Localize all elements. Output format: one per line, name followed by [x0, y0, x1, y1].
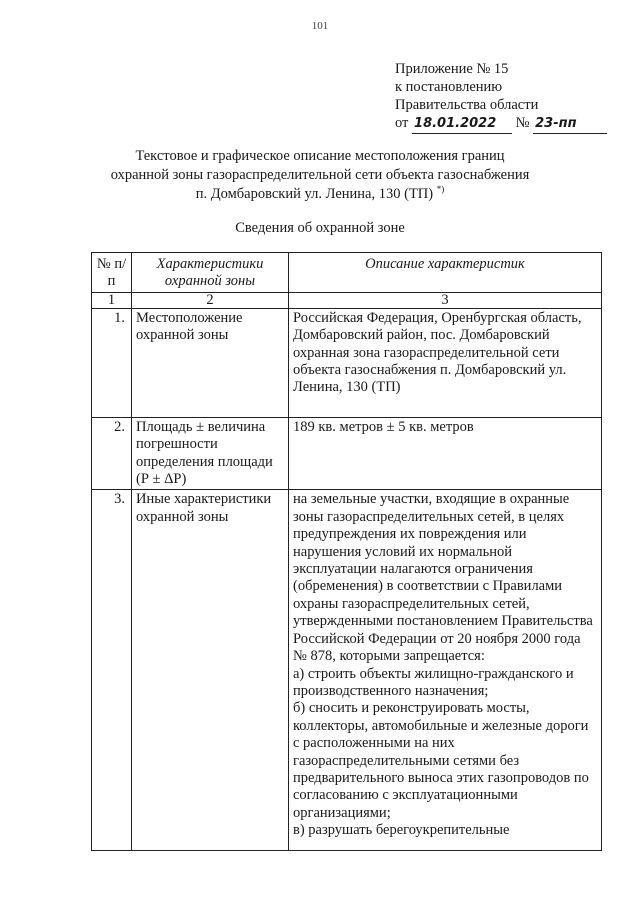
row-num: 1.: [92, 308, 132, 417]
row-num: 3.: [92, 490, 132, 851]
number-label: №: [515, 115, 530, 131]
appendix-line-2: к постановлению: [395, 79, 503, 95]
handwritten-date: 18.01.2022: [412, 115, 512, 134]
header-num: № п/п: [92, 253, 132, 293]
restriction-item-a: а) строить объекты жилищно-гражданского и производственного назначения;: [293, 665, 574, 699]
restriction-intro: на земельные участки, входящие в охранные зоны газораспределительных сетей, в целях предупреждения их повреждения или нарушения условий их нормальной эксплуатации налагаются ограничения (обременения) в соответствии с Правилами охраны газораспределительных сетей, утвержденными постановлением Правительства Российской Федерации от 20 ноября 2000 года № 878, которыми запрещается:: [293, 491, 593, 665]
index-cell: 2: [132, 292, 289, 308]
restriction-item-b: б) сносить и реконструировать мосты, коллекторы, автомобильные и железные дороги с расположенными на них газораспределительными сетями без предварительного выноса этих газопроводов по согласованию с эксплуатационными организациями;: [293, 700, 589, 821]
restriction-item-c: в) разрушать берегоукрепительные: [293, 822, 510, 839]
footnote-mark: *): [436, 184, 445, 195]
row-characteristic: Площадь ± величина погрешности определения площади (Р ± ΔР): [132, 417, 289, 490]
appendix-line-1: Приложение № 15: [395, 61, 509, 77]
index-cell: 1: [92, 292, 132, 308]
row-characteristic: Местоположение охранной зоны: [132, 308, 289, 417]
page-number: 101: [311, 20, 329, 32]
row-description: Российская Федерация, Оренбургская область, Домбаровский район, пос. Домбаровский охранная зона газораспределительной сети объекта газоснабжения п. Домбаровский ул. Ленина, 130 (ТП): [289, 308, 602, 417]
title-line-1: Текстовое и графическое описание местоположения границ: [135, 148, 505, 164]
appendix-block: [395, 60, 607, 134]
appendix-date-line: [395, 114, 607, 134]
section-subtitle: Сведения об охранной зоне: [235, 220, 405, 236]
header-description: Описание характеристик: [289, 253, 602, 293]
from-label: от: [395, 115, 409, 131]
row-description-body: [293, 491, 597, 849]
appendix-line-3: Правительства области: [395, 97, 539, 113]
table-row: [92, 417, 602, 490]
row-description: [289, 490, 602, 851]
title-line-2: охранной зоны газораспределительной сети объекта газоснабжения: [110, 167, 530, 183]
table-row: [92, 308, 602, 417]
title-line-3: п. Домбаровский ул. Ленина, 130 (ТП) *): [195, 184, 445, 202]
table-index-row: [92, 292, 602, 308]
table-row: [92, 490, 602, 851]
row-characteristic: Иные характеристики охранной зоны: [132, 490, 289, 851]
handwritten-number: 23-пп: [533, 115, 607, 134]
document-title: [0, 147, 640, 204]
row-num: 2.: [92, 417, 132, 490]
header-characteristic: Характеристики охранной зоны: [132, 253, 289, 293]
index-cell: 3: [289, 292, 602, 308]
table-header-row: [92, 253, 602, 293]
zone-info-table: [91, 252, 602, 851]
row-description: 189 кв. метров ± 5 кв. метров: [289, 417, 602, 490]
